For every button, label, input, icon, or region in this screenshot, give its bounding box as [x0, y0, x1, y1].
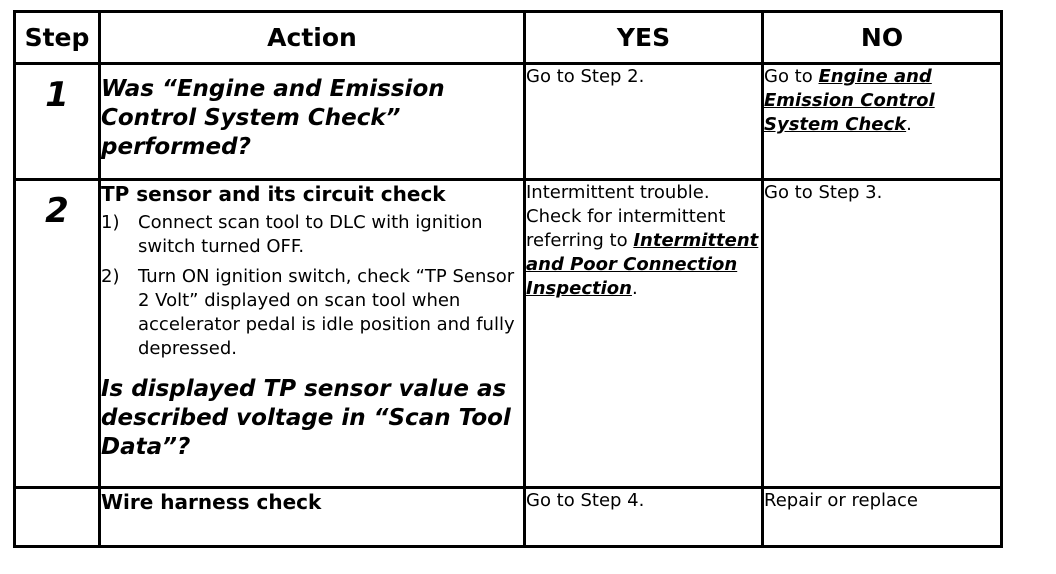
step-cell [15, 180, 100, 488]
step-number: 2 [45, 191, 69, 231]
step-heading: Wire harness check [101, 490, 322, 514]
yes-text: Go to Step 2. [526, 66, 645, 87]
diagnostic-table [13, 10, 1003, 548]
list-item [101, 211, 523, 259]
yes-text: Intermittent trouble. Check for intermittent referring to [526, 182, 726, 251]
no-text: Go to [764, 66, 819, 87]
no-cell [763, 180, 1002, 488]
table-row [15, 180, 1002, 488]
step-question: Is displayed TP sensor value as described voltage in “Scan Tool Data”? [101, 376, 511, 460]
step-number [16, 489, 98, 501]
no-link-engine-emission-check[interactable]: Engine and Emission Control System Check [764, 66, 935, 135]
action-cell [100, 488, 525, 547]
no-text: Repair or replace [764, 490, 918, 511]
step-number: 1 [45, 75, 69, 115]
substep-number: 1) [101, 212, 120, 233]
header-yes: YES [525, 12, 763, 64]
yes-link-intermittent-inspection[interactable]: Intermittent and Poor Connection Inspection [526, 230, 759, 299]
header-row [15, 12, 1002, 64]
step-heading: TP sensor and its circuit check [101, 182, 446, 206]
yes-cell [525, 180, 763, 488]
table-row [15, 64, 1002, 180]
header-action: Action [100, 12, 525, 64]
yes-text: Go to Step 4. [526, 490, 645, 511]
no-cell [763, 64, 1002, 180]
step-cell [15, 64, 100, 180]
no-cell [763, 488, 1002, 547]
table-row [15, 488, 1002, 547]
substep-text: Connect scan tool to DLC with ignition switch turned OFF. [138, 212, 483, 257]
no-suffix: . [906, 114, 912, 135]
step-question: Was “Engine and Emission Control System Check” performed? [101, 76, 445, 160]
no-text: Go to Step 3. [764, 182, 883, 203]
action-cell [100, 64, 525, 180]
list-item [101, 265, 523, 361]
action-cell [100, 180, 525, 488]
yes-cell [525, 64, 763, 180]
yes-suffix: . [631, 278, 638, 299]
header-step: Step [15, 12, 100, 64]
substep-number: 2) [101, 266, 120, 287]
yes-cell [525, 488, 763, 547]
step-cell [15, 488, 100, 547]
substep-list [101, 211, 523, 361]
header-no: NO [763, 12, 1002, 64]
substep-text: Turn ON ignition switch, check “TP Sensor 2 Volt” displayed on scan tool when accelerator pedal is idle position and fully depressed. [138, 266, 515, 359]
